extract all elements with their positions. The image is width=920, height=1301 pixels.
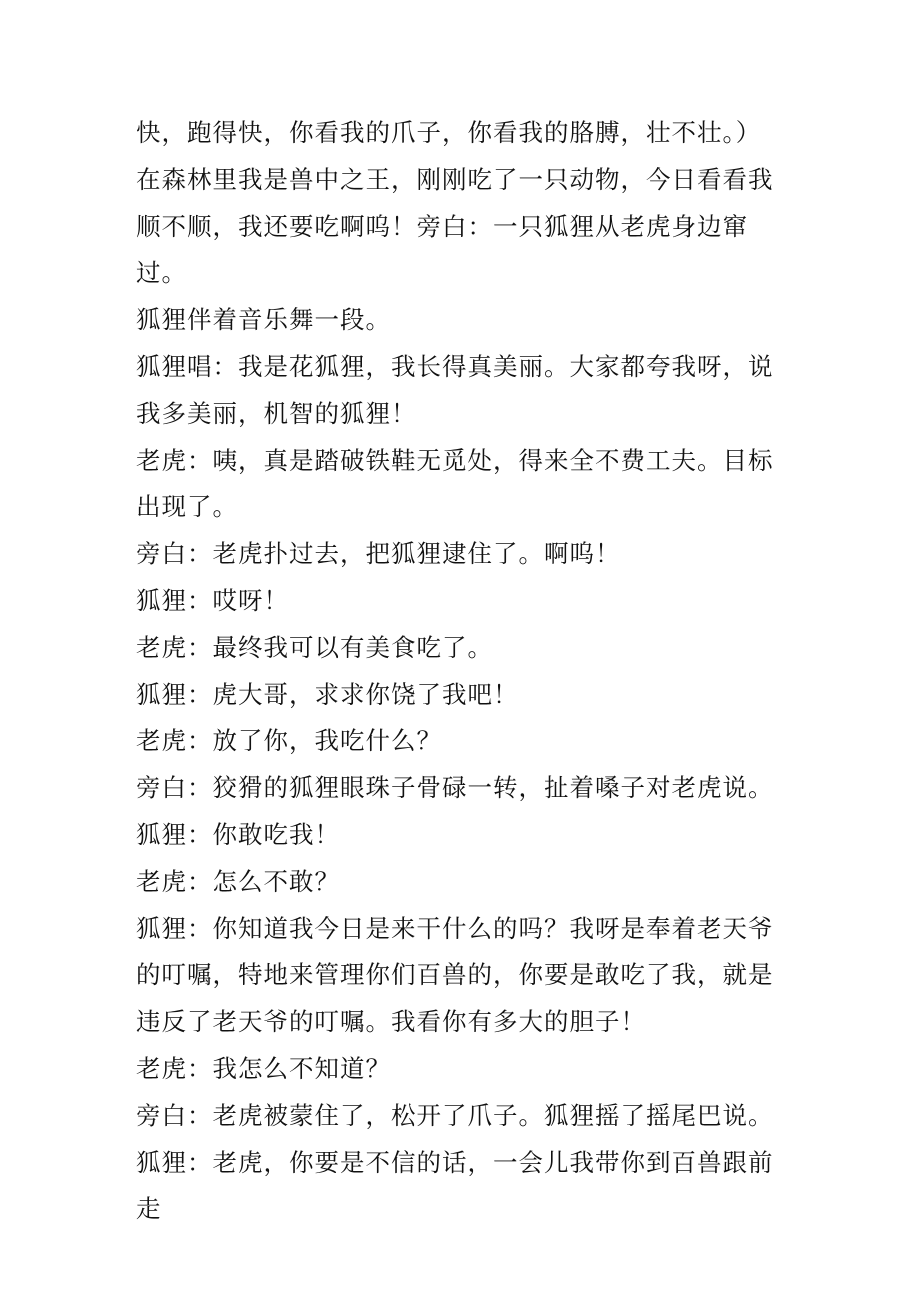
paragraph-14: 老虎：我怎么不知道？ <box>136 1053 391 1083</box>
paragraph-1: 快，跑得快，你看我的爪子，你看我的胳膊，壮不壮。）在森林里我是兽中之王，刚刚吃了一只动物，今日看看我顺不顺，我还要吃啊呜！旁白：一只狐狸从老虎身边窜过。 <box>136 118 774 288</box>
paragraph-8: 狐狸：虎大哥，求求你饶了我吧！ <box>136 679 519 709</box>
paragraph-16: 狐狸：老虎，你要是不信的话，一会儿我带你到百兽跟前走 <box>136 1147 774 1224</box>
paragraph-15: 旁白：老虎被蒙住了，松开了爪子。狐狸摇了摇尾巴说。 <box>136 1100 774 1130</box>
paragraph-3: 狐狸唱：我是花狐狸，我长得真美丽。大家都夸我呀，说我多美丽，机智的狐狸！ <box>136 351 774 428</box>
paragraph-11: 狐狸：你敢吃我！ <box>136 819 340 849</box>
paragraph-6: 狐狸：哎呀！ <box>136 585 289 615</box>
paragraph-10: 旁白：狡猾的狐狸眼珠子骨碌一转，扯着嗓子对老虎说。 <box>136 773 774 803</box>
paragraph-4: 老虎：咦，真是踏破铁鞋无觅处，得来全不费工夫。目标出现了。 <box>136 445 774 522</box>
paragraph-2: 狐狸伴着音乐舞一段。 <box>136 305 391 335</box>
paragraph-9: 老虎：放了你，我吃什么？ <box>136 726 442 756</box>
paragraph-13: 狐狸：你知道我今日是来干什么的吗？我呀是奉着老天爷的叮嘱，特地来管理你们百兽的，你要是敢吃了我，就是违反了老天爷的叮嘱。我看你有多大的胆子！ <box>136 913 774 1037</box>
paragraph-12: 老虎：怎么不敢？ <box>136 866 340 896</box>
paragraph-5: 旁白：老虎扑过去，把狐狸逮住了。啊呜！ <box>136 539 621 569</box>
paragraph-7: 老虎：最终我可以有美食吃了。 <box>136 632 493 662</box>
document-body <box>136 110 786 1233</box>
